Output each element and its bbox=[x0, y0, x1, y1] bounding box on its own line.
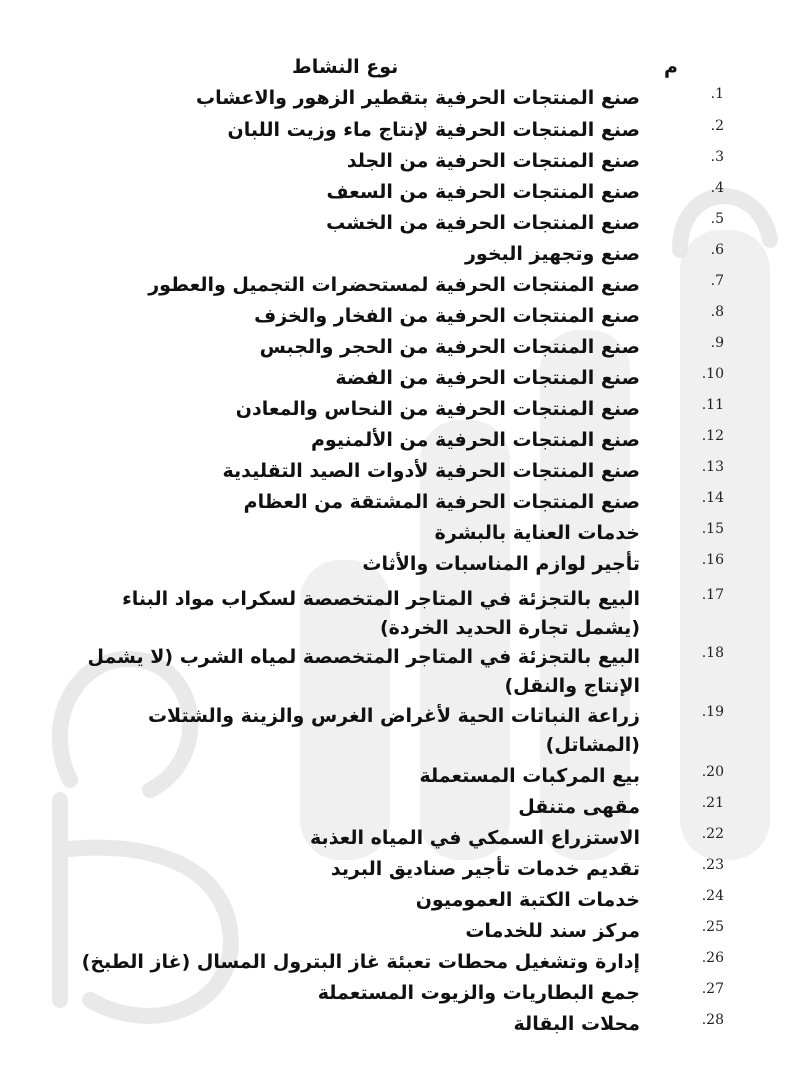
item-text: مقهى متنقل bbox=[518, 796, 640, 818]
item-text: صنع وتجهيز البخور bbox=[464, 243, 640, 265]
item-text: صنع المنتجات الحرفية من الفخار والخزف bbox=[254, 305, 640, 327]
item-number: .28 bbox=[701, 1012, 724, 1028]
item-number: .16 bbox=[701, 552, 724, 568]
column-header-number: م bbox=[664, 56, 678, 78]
item-text: صنع المنتجات الحرفية لمستحضرات التجميل والعطور bbox=[148, 274, 640, 296]
item-number: .11 bbox=[701, 397, 724, 413]
item-number: .14 bbox=[701, 490, 724, 506]
item-text: خدمات العناية بالبشرة bbox=[434, 522, 640, 544]
item-number: .18 bbox=[701, 645, 724, 661]
item-number: .10 bbox=[701, 366, 724, 382]
item-number: .9 bbox=[710, 335, 724, 351]
item-number: .25 bbox=[701, 919, 724, 935]
item-text: تأجير لوازم المناسبات والأثاث bbox=[362, 553, 640, 575]
item-number: .1 bbox=[710, 86, 724, 102]
item-number: .27 bbox=[701, 981, 724, 997]
item-text-continuation: الإنتاج والنقل) bbox=[504, 675, 640, 697]
item-number: .4 bbox=[710, 180, 724, 196]
item-number: .19 bbox=[701, 704, 724, 720]
item-text: مركز سند للخدمات bbox=[465, 920, 640, 942]
item-text: صنع المنتجات الحرفية من الخشب bbox=[326, 212, 640, 234]
item-text: صنع المنتجات الحرفية من الألمنيوم bbox=[311, 429, 640, 451]
item-text: صنع المنتجات الحرفية لإنتاج ماء وزيت اللبان bbox=[227, 119, 640, 141]
item-text: البيع بالتجزئة في المتاجر المتخصصة لمياه الشرب (لا يشمل bbox=[87, 646, 640, 668]
item-number: .6 bbox=[710, 242, 724, 258]
item-text: جمع البطاريات والزيوت المستعملة bbox=[317, 982, 640, 1004]
item-text: صنع المنتجات الحرفية المشتقة من العظام bbox=[243, 491, 640, 513]
item-text: صنع المنتجات الحرفية لأدوات الصيد التقليدية bbox=[222, 460, 640, 482]
item-text: خدمات الكتبة العموميون bbox=[415, 889, 640, 911]
item-text-continuation: (المشاتل) bbox=[545, 734, 640, 756]
item-number: .15 bbox=[701, 521, 724, 537]
item-text: تقديم خدمات تأجير صناديق البريد bbox=[330, 858, 640, 880]
item-text: بيع المركبات المستعملة bbox=[419, 765, 640, 787]
item-text: صنع المنتجات الحرفية من السعف bbox=[326, 181, 640, 203]
item-text: صنع المنتجات الحرفية من الجلد bbox=[346, 150, 640, 172]
item-text: صنع المنتجات الحرفية من الحجر والجبس bbox=[259, 336, 640, 358]
item-number: .2 bbox=[710, 118, 724, 134]
item-number: .22 bbox=[701, 826, 724, 842]
item-number: .23 bbox=[701, 857, 724, 873]
item-text: صنع المنتجات الحرفية من الفضة bbox=[335, 367, 640, 389]
item-text-continuation: (يشمل تجارة الحديد الخردة) bbox=[379, 617, 640, 639]
item-number: .7 bbox=[710, 273, 724, 289]
item-number: .21 bbox=[701, 795, 724, 811]
item-text: صنع المنتجات الحرفية بتقطير الزهور والاعشاب bbox=[195, 87, 640, 109]
item-text: صنع المنتجات الحرفية من النحاس والمعادن bbox=[235, 398, 640, 420]
item-number: .12 bbox=[701, 428, 724, 444]
column-header-activity-type: نوع النشاط bbox=[292, 56, 399, 78]
item-text: إدارة وتشغيل محطات تعبئة غاز البترول المسال (غاز الطبخ) bbox=[81, 951, 640, 973]
item-number: .8 bbox=[710, 304, 724, 320]
item-number: .20 bbox=[701, 764, 724, 780]
item-number: .24 bbox=[701, 888, 724, 904]
item-number: .5 bbox=[710, 211, 724, 227]
item-text: محلات البقالة bbox=[513, 1013, 640, 1035]
item-number: .3 bbox=[710, 149, 724, 165]
item-text: البيع بالتجزئة في المتاجر المتخصصة لسكراب مواد البناء bbox=[122, 588, 640, 610]
item-number: .17 bbox=[701, 587, 724, 603]
item-number: .26 bbox=[701, 950, 724, 966]
item-text: الاستزراع السمكي في المياه العذبة bbox=[310, 827, 640, 849]
item-number: .13 bbox=[701, 459, 724, 475]
item-text: زراعة النباتات الحية لأغراض الغرس والزينة والشتلات bbox=[147, 705, 640, 727]
